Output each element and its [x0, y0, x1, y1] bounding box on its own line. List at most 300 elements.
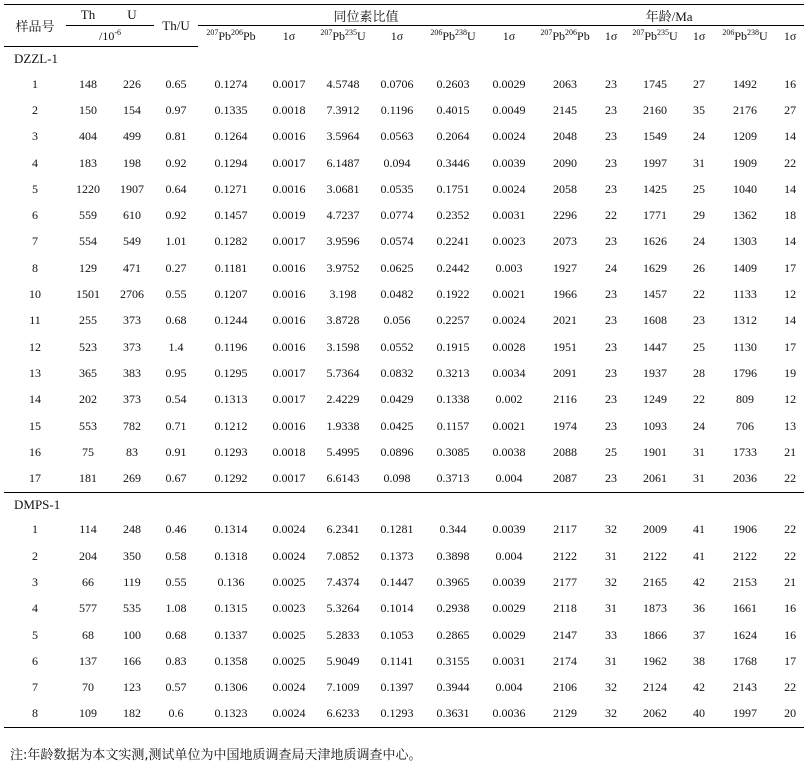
table-cell: 1966 — [553, 287, 578, 302]
table-cell: 23 — [605, 392, 618, 407]
table-cell: 2118 — [553, 601, 577, 616]
table-cell: 0.1196 — [380, 102, 414, 117]
table-cell: 0.1292 — [214, 471, 248, 486]
table-cell: 23 — [693, 313, 706, 328]
table-cell: 1906 — [733, 522, 758, 537]
table-cell: 2296 — [553, 208, 578, 223]
table-cell: 0.0025 — [272, 574, 306, 589]
table-cell: 0.1338 — [436, 392, 470, 407]
table-cell: 2143 — [733, 680, 758, 695]
table-cell: 2036 — [733, 471, 758, 486]
table-cell: 10 — [29, 287, 41, 302]
table-cell: 0.0016 — [272, 287, 306, 302]
table-cell: 2 — [32, 548, 38, 563]
table-cell: 25 — [605, 444, 618, 459]
table-cell: 0.0016 — [272, 313, 306, 328]
table-cell: 0.0036 — [484, 701, 534, 728]
table-cell: 32 — [605, 522, 618, 537]
table-cell: 0.3155 — [436, 653, 470, 668]
table-cell: 1209 — [733, 129, 758, 144]
table-cell: 38 — [693, 653, 706, 668]
table-cell: 22 — [693, 392, 706, 407]
table-cell: 2145 — [553, 102, 578, 117]
table-cell: 42 — [693, 574, 706, 589]
table-cell: 2153 — [733, 574, 758, 589]
header-sample: 样品号 — [4, 5, 66, 47]
table-cell: 471 — [123, 260, 141, 275]
table-cell: 0.4015 — [436, 102, 470, 117]
table-row — [4, 701, 804, 728]
table-cell: 0.95 — [165, 365, 187, 380]
zircon-data-table — [4, 4, 804, 728]
table-cell: 14 — [784, 234, 797, 249]
table-cell: 36 — [693, 601, 706, 616]
table-row — [4, 413, 804, 439]
table-cell: 166 — [123, 653, 141, 668]
table-cell: 25 — [693, 181, 706, 196]
table-row — [4, 281, 804, 307]
table-cell: 24 — [605, 260, 618, 275]
table-cell: 0.1271 — [214, 181, 248, 196]
header-th: Th — [66, 5, 110, 26]
table-cell: 3.0681 — [326, 181, 360, 196]
table-cell: 0.81 — [165, 129, 187, 144]
table-cell: 248 — [123, 522, 141, 537]
table-cell: 0.0425 — [380, 418, 414, 433]
table-cell: 2129 — [534, 701, 596, 728]
table-cell: 14 — [784, 129, 797, 144]
table-cell: 22 — [693, 287, 706, 302]
table-cell: 0.0706 — [380, 76, 414, 91]
table-cell: 14 — [784, 181, 797, 196]
table-cell: 1457 — [643, 287, 668, 302]
table-cell: 2088 — [553, 444, 578, 459]
table-cell: 2048 — [553, 129, 578, 144]
table-cell: 23 — [605, 155, 618, 170]
table-cell: 31 — [693, 471, 706, 486]
table-cell: 2073 — [553, 234, 578, 249]
header-pb207-pb206: $^{207}$Pb$^{206}$Pb — [206, 28, 256, 44]
table-cell: 31 — [605, 548, 618, 563]
table-cell: 0.004 — [495, 548, 523, 563]
table-cell: 33 — [605, 627, 618, 642]
table-cell: 0.3213 — [436, 365, 470, 380]
table-cell: 4 — [32, 601, 38, 616]
table-cell: 1927 — [553, 260, 578, 275]
table-cell: 365 — [79, 365, 97, 380]
table-cell: 0.0039 — [492, 574, 526, 589]
table-cell: 3.9752 — [326, 260, 360, 275]
table-cell: 129 — [79, 260, 97, 275]
table-cell: 2.4229 — [326, 392, 360, 407]
table-cell: 66 — [82, 574, 94, 589]
table-note: 注:年龄数据为本文实测,测试单位为中国地质调查局天津地质调查中心。 — [10, 748, 422, 763]
table-cell: 1.9338 — [326, 418, 360, 433]
table-row — [4, 255, 804, 281]
table-cell: 559 — [79, 208, 97, 223]
table-row — [4, 465, 804, 492]
table-cell: 0.0031 — [492, 208, 526, 223]
table-cell: 7.4374 — [326, 574, 360, 589]
table-cell: 577 — [79, 601, 97, 616]
table-cell: 119 — [123, 574, 141, 589]
table-cell: 0.0017 — [272, 392, 306, 407]
table-cell: 1974 — [553, 418, 578, 433]
table-cell: 1866 — [643, 627, 668, 642]
table-cell: 0.1196 — [214, 339, 248, 354]
table-cell: 1133 — [733, 287, 757, 302]
table-cell: 150 — [79, 102, 97, 117]
table-cell: 0.2865 — [436, 627, 470, 642]
table-cell: 0.1306 — [214, 680, 248, 695]
table-cell: 0.0024 — [264, 701, 314, 728]
table-cell: 553 — [79, 418, 97, 433]
table-cell: 5.4995 — [326, 444, 360, 459]
table-cell: 0.3446 — [436, 155, 470, 170]
table-cell: 3 — [32, 129, 38, 144]
table-cell: 0.0031 — [492, 653, 526, 668]
table-cell: 0.1014 — [380, 601, 414, 616]
table-cell: 0.1337 — [214, 627, 248, 642]
table-cell: 404 — [79, 129, 97, 144]
table-cell: 0.92 — [165, 155, 187, 170]
table-cell: 23 — [605, 102, 618, 117]
table-cell: 0.71 — [165, 418, 187, 433]
table-cell: 0.1313 — [214, 392, 248, 407]
table-cell: 0.0625 — [380, 260, 414, 275]
table-cell: 12 — [784, 287, 797, 302]
table-cell: 137 — [79, 653, 97, 668]
table-cell: 0.1281 — [380, 522, 414, 537]
table-cell: 0.0016 — [272, 339, 306, 354]
table-cell: 1937 — [643, 365, 668, 380]
table-cell: 809 — [736, 392, 755, 407]
table-row — [4, 569, 804, 595]
table-cell: 1909 — [733, 155, 758, 170]
header-pb206-u238: $^{206}$Pb$^{238}$U — [430, 28, 476, 44]
table-cell: 0.0029 — [492, 627, 526, 642]
table-cell: 0.0017 — [272, 234, 306, 249]
table-cell: 1907 — [120, 181, 144, 196]
table-cell: 1 — [32, 76, 38, 91]
table-cell: 0.97 — [165, 102, 187, 117]
table-cell: 610 — [123, 208, 141, 223]
table-cell: 3 — [32, 574, 38, 589]
table-cell: 0.136 — [217, 574, 245, 589]
table-cell: 35 — [693, 102, 706, 117]
table-cell: 226 — [123, 76, 141, 91]
table-cell: 1733 — [733, 444, 758, 459]
table-cell: 0.0025 — [272, 627, 306, 642]
header-sigma-1: 1σ — [282, 28, 296, 43]
header-row-2 — [4, 26, 804, 47]
table-cell: 75 — [82, 444, 94, 459]
header-pb207-u235: $^{207}$Pb$^{235}$U — [320, 28, 366, 44]
table-cell: 2 — [32, 102, 38, 117]
table-cell: 1768 — [733, 653, 758, 668]
table-cell: 0.0024 — [272, 522, 306, 537]
table-cell: 7.1009 — [326, 680, 360, 695]
table-cell: 0.1318 — [214, 548, 248, 563]
table-row — [4, 596, 804, 622]
table-cell: 1 — [32, 522, 38, 537]
table-cell: 26 — [693, 260, 706, 275]
section-name: DZZL-1 — [14, 51, 59, 66]
table-cell: 0.002 — [495, 392, 523, 407]
table-cell: 0.2352 — [436, 208, 470, 223]
table-cell: 0.0019 — [272, 208, 306, 223]
table-cell: 18 — [784, 208, 797, 223]
table-cell: 0.1181 — [214, 260, 248, 275]
table-cell: 6 — [32, 653, 38, 668]
table-cell: 6 — [32, 208, 38, 223]
table-cell: 2058 — [553, 181, 578, 196]
table-cell: 13 — [784, 418, 797, 433]
table-cell: 1093 — [643, 418, 668, 433]
header-row-1 — [4, 5, 804, 26]
table-cell: 148 — [79, 76, 97, 91]
table-cell: 1629 — [643, 260, 668, 275]
table-cell: 554 — [79, 234, 97, 249]
table-cell: 0.1212 — [214, 418, 248, 433]
table-cell: 100 — [123, 627, 141, 642]
table-cell: 16 — [784, 76, 797, 91]
table-cell: 0.0029 — [492, 601, 526, 616]
table-cell: 5.7364 — [326, 365, 360, 380]
table-cell: 16 — [784, 627, 797, 642]
table-cell: 2087 — [553, 471, 578, 486]
table-cell: 23 — [605, 76, 618, 91]
table-cell: 4.7237 — [326, 208, 360, 223]
table-cell: 0.0049 — [492, 102, 526, 117]
table-cell: 22 — [784, 471, 797, 486]
table-cell: 4 — [32, 155, 38, 170]
table-row — [4, 202, 804, 228]
header-unit: $/10^{-6}$ — [66, 26, 154, 47]
table-cell: 32 — [596, 701, 626, 728]
table-cell: 0.2257 — [436, 313, 470, 328]
table-cell: 0.55 — [165, 287, 187, 302]
header-age-pb206-u238: $^{206}$Pb$^{238}$U — [722, 28, 768, 44]
table-cell: 0.344 — [439, 522, 467, 537]
table-cell: 1130 — [733, 339, 757, 354]
header-age-pb207-u235: $^{207}$Pb$^{235}$U — [632, 28, 678, 44]
table-cell: 1.4 — [168, 339, 184, 354]
table-cell: 1040 — [733, 181, 758, 196]
table-cell: 1362 — [733, 208, 758, 223]
table-cell: 0.3898 — [436, 548, 470, 563]
table-cell: 0.0482 — [380, 287, 414, 302]
table-cell: 0.1053 — [380, 627, 414, 642]
table-cell: 0.2241 — [436, 234, 470, 249]
table-cell: 0.0038 — [492, 444, 526, 459]
header-th-u: Th/U — [154, 5, 198, 47]
table-cell: 182 — [110, 701, 154, 728]
table-cell: 3.5964 — [326, 129, 360, 144]
table-cell: 535 — [123, 601, 141, 616]
table-cell: 1624 — [733, 627, 758, 642]
table-cell: 6.6233 — [314, 701, 372, 728]
table-cell: 0.0029 — [492, 76, 526, 91]
table-cell: 23 — [605, 181, 618, 196]
table-row — [4, 334, 804, 360]
table-cell: 0.3085 — [436, 444, 470, 459]
table-cell: 0.0535 — [380, 181, 414, 196]
table-cell: 12 — [29, 339, 41, 354]
table-cell: 24 — [693, 418, 706, 433]
table-cell: 269 — [123, 471, 141, 486]
table-cell: 32 — [605, 680, 618, 695]
table-cell: 0.0021 — [492, 287, 526, 302]
table-cell: 0.1358 — [214, 653, 248, 668]
table-cell: 2009 — [643, 522, 668, 537]
table-cell: 0.1751 — [436, 181, 470, 196]
table-cell: 0.58 — [165, 548, 187, 563]
table-cell: 11 — [29, 313, 41, 328]
table-cell: 0.0034 — [492, 365, 526, 380]
table-cell: 23 — [605, 339, 618, 354]
table-cell: 1.01 — [165, 234, 187, 249]
table-cell: 1249 — [643, 392, 668, 407]
table-cell: 0.46 — [165, 522, 187, 537]
table-cell: 0.1141 — [380, 653, 414, 668]
table-cell: 0.0429 — [380, 392, 414, 407]
table-cell: 0.0023 — [272, 601, 306, 616]
table-cell: 5 — [32, 181, 38, 196]
table-cell: 14 — [784, 313, 797, 328]
table-cell: 2063 — [553, 76, 578, 91]
table-cell: 13 — [29, 365, 41, 380]
table-cell: 83 — [126, 444, 138, 459]
table-cell: 0.65 — [165, 76, 187, 91]
table-cell: 0.0025 — [272, 653, 306, 668]
header-sigma-6: 1σ — [783, 28, 797, 43]
table-cell: 0.2938 — [436, 601, 470, 616]
table-cell: 0.1293 — [372, 701, 422, 728]
table-cell: 1447 — [643, 339, 668, 354]
table-row — [4, 150, 804, 176]
header-u: U — [110, 5, 154, 26]
table-row — [4, 439, 804, 465]
table-cell: 31 — [693, 155, 706, 170]
table-cell: 0.2442 — [436, 260, 470, 275]
table-cell: 1425 — [643, 181, 668, 196]
table-cell: 0.004 — [495, 680, 523, 695]
table-cell: 22 — [784, 680, 797, 695]
table-cell: 0.1335 — [214, 102, 248, 117]
table-cell: 0.056 — [383, 313, 411, 328]
table-cell: 0.1922 — [436, 287, 470, 302]
table-cell: 0.0016 — [272, 181, 306, 196]
table-cell: 1796 — [733, 365, 758, 380]
table-cell: 0.1373 — [380, 548, 414, 563]
table-cell: 31 — [693, 444, 706, 459]
table-cell: 0.1157 — [436, 418, 470, 433]
table-cell: 0.0563 — [380, 129, 414, 144]
table-cell: 2706 — [120, 287, 144, 302]
table-cell: 0.0016 — [272, 260, 306, 275]
table-row — [4, 675, 804, 701]
table-row — [4, 648, 804, 674]
table-cell: 1220 — [76, 181, 100, 196]
table-row — [4, 543, 804, 569]
table-row — [4, 622, 804, 648]
table-cell: 0.0039 — [492, 155, 526, 170]
table-cell: 0.54 — [165, 392, 187, 407]
table-cell: 2117 — [553, 522, 577, 537]
table-cell: 373 — [123, 392, 141, 407]
table-cell: 2116 — [553, 392, 577, 407]
table-cell: 0.1282 — [214, 234, 248, 249]
table-cell: 198 — [123, 155, 141, 170]
table-cell: 24 — [693, 129, 706, 144]
table-cell: 17 — [784, 653, 797, 668]
table-cell: 0.1397 — [380, 680, 414, 695]
table-cell: 2021 — [553, 313, 578, 328]
table-cell: 373 — [123, 339, 141, 354]
table-cell: 23 — [605, 313, 618, 328]
table-cell: 5.9049 — [326, 653, 360, 668]
table-cell: 782 — [123, 418, 141, 433]
table-cell: 41 — [693, 522, 706, 537]
table-cell: 16 — [784, 601, 797, 616]
table-cell: 7 — [32, 680, 38, 695]
table-cell: 1626 — [643, 234, 668, 249]
table-cell: 7.3912 — [326, 102, 360, 117]
table-cell: 0.0017 — [272, 155, 306, 170]
table-cell: 1962 — [643, 653, 668, 668]
table-cell: 0.0018 — [272, 444, 306, 459]
table-cell: 0.2064 — [436, 129, 470, 144]
table-cell: 0.0017 — [272, 471, 306, 486]
table-cell: 0.1315 — [214, 601, 248, 616]
table-row — [4, 97, 804, 123]
table-cell: 37 — [693, 627, 706, 642]
table-cell: 1.08 — [165, 601, 187, 616]
table-cell: 24 — [693, 234, 706, 249]
table-cell: 0.1323 — [198, 701, 264, 728]
table-cell: 21 — [784, 574, 797, 589]
table-cell: 0.0039 — [492, 522, 526, 537]
table-cell: 204 — [79, 548, 97, 563]
table-cell: 27 — [784, 102, 797, 117]
table-cell: 3.8728 — [326, 313, 360, 328]
table-cell: 373 — [123, 313, 141, 328]
table-cell: 1901 — [643, 444, 668, 459]
table-cell: 0.1294 — [214, 155, 248, 170]
header-age-pb207-pb206: $^{207}$Pb$^{206}$Pb — [540, 28, 590, 44]
table-cell: 183 — [79, 155, 97, 170]
table-cell: 22 — [784, 155, 797, 170]
table-row — [4, 387, 804, 413]
table-cell: 2122 — [553, 548, 578, 563]
table-body — [4, 47, 804, 728]
table-cell: 2177 — [553, 574, 578, 589]
table-cell: 0.27 — [165, 260, 187, 275]
table-cell: 1312 — [733, 313, 758, 328]
table-cell: 2122 — [733, 548, 758, 563]
table-cell: 0.55 — [165, 574, 187, 589]
table-cell: 0.0021 — [492, 418, 526, 433]
table-cell: 6.2341 — [326, 522, 360, 537]
table-cell: 17 — [784, 260, 797, 275]
header-sigma-4: 1σ — [604, 28, 618, 43]
table-cell: 1501 — [76, 287, 100, 302]
table-cell: 25 — [693, 339, 706, 354]
table-cell: 15 — [29, 418, 41, 433]
table-cell: 499 — [123, 129, 141, 144]
table-cell: 31 — [605, 601, 618, 616]
